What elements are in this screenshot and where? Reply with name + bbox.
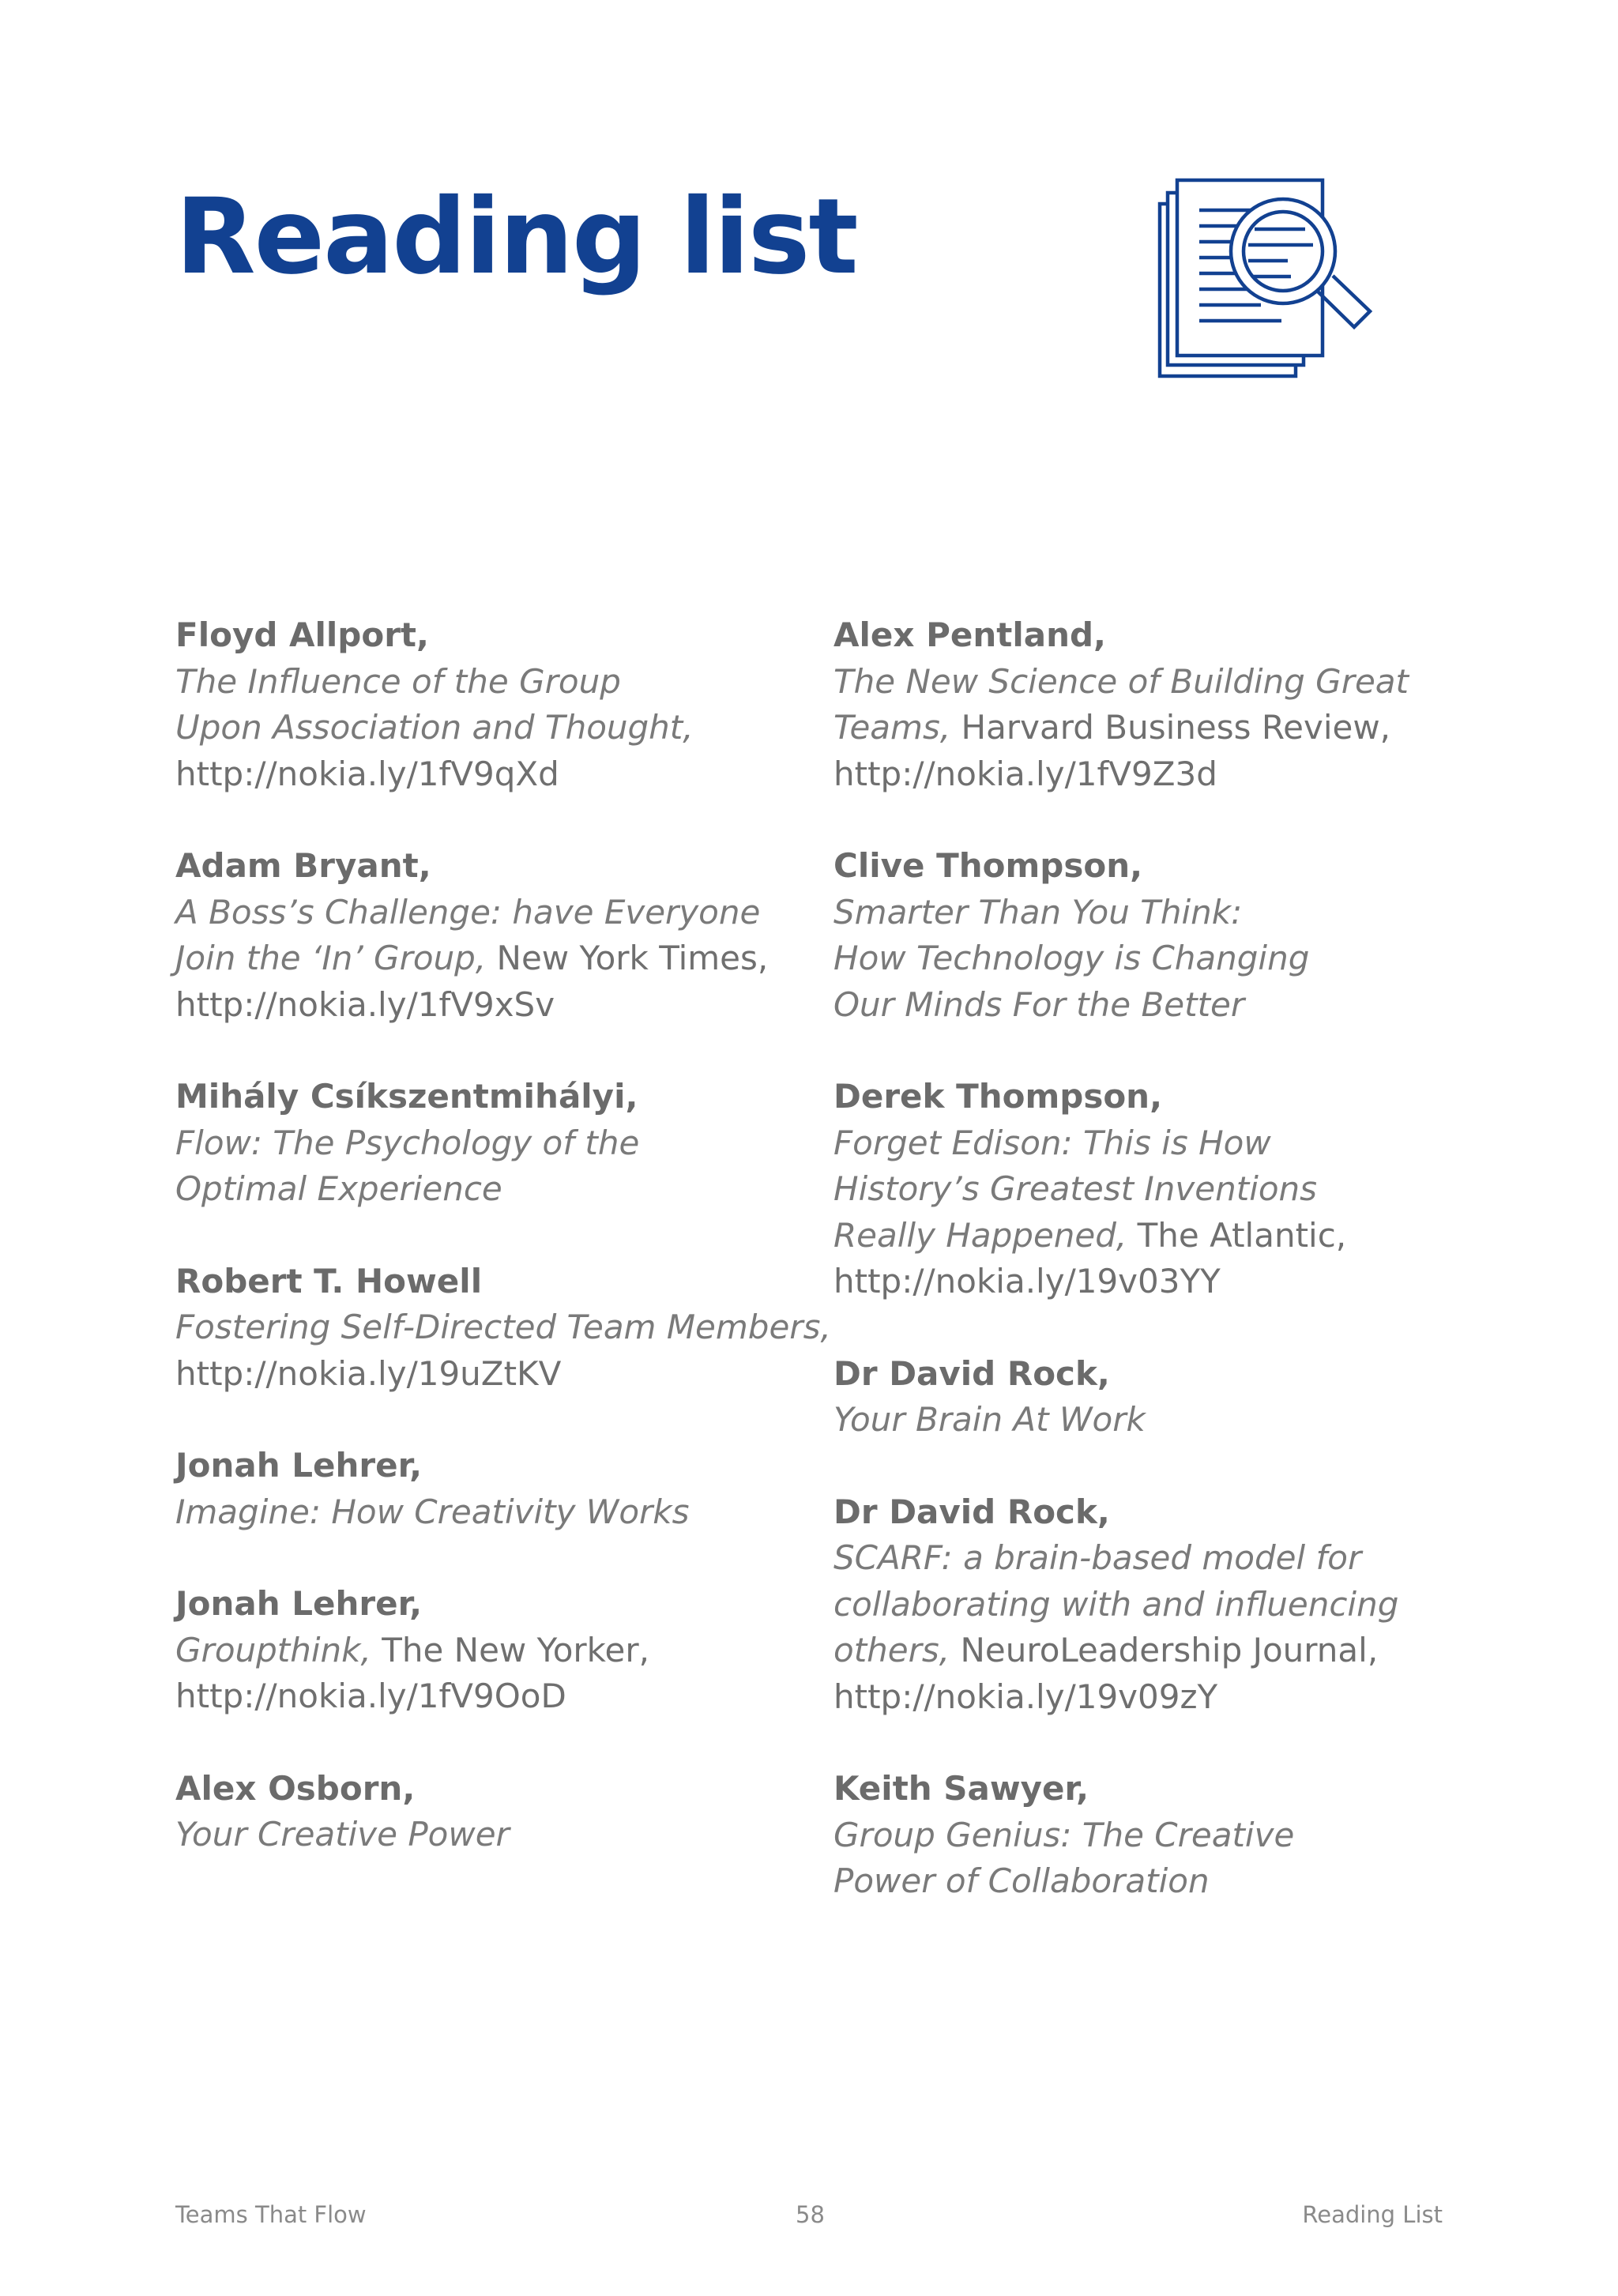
reference-author: Alex Pentland, bbox=[833, 615, 1107, 654]
document-search-icon bbox=[1155, 172, 1390, 379]
reference-entry bbox=[833, 612, 1481, 797]
reference-title-line: Optimal Experience bbox=[175, 1169, 502, 1208]
reference-link[interactable]: http://nokia.ly/19v09zY bbox=[833, 1677, 1218, 1716]
reference-title-line: History’s Greatest Inventions bbox=[833, 1169, 1318, 1208]
reference-entry bbox=[175, 1074, 823, 1213]
reference-link[interactable]: http://nokia.ly/1fV9xSv bbox=[175, 984, 555, 1024]
reference-link[interactable]: http://nokia.ly/1fV9OoD bbox=[175, 1677, 566, 1715]
reference-title-line: Imagine: How Creativity Works bbox=[175, 1492, 690, 1531]
reference-author: Keith Sawyer, bbox=[833, 1769, 1089, 1808]
reference-entry bbox=[175, 1259, 831, 1398]
reference-entry bbox=[175, 1581, 823, 1720]
reference-entry bbox=[833, 1074, 1481, 1305]
reference-title-line: Upon Association and Thought, bbox=[175, 708, 694, 747]
reference-entry bbox=[833, 1351, 1481, 1443]
reference-publication: Harvard Business Review, bbox=[950, 708, 1391, 747]
reference-entry bbox=[833, 1766, 1481, 1905]
reference-author: Derek Thompson, bbox=[833, 1077, 1163, 1116]
reference-title-line: How Technology is Changing bbox=[833, 939, 1310, 977]
reference-author: Jonah Lehrer, bbox=[175, 1446, 423, 1485]
footer-section: Reading List bbox=[1302, 2201, 1443, 2228]
reference-title-publication-line bbox=[175, 935, 823, 982]
reference-title-line: Our Minds For the Better bbox=[833, 984, 1245, 1024]
reference-title-line: The Influence of the Group bbox=[175, 661, 621, 701]
reference-author: Robert T. Howell bbox=[175, 1261, 483, 1300]
reference-title-line: Your Brain At Work bbox=[833, 1400, 1146, 1439]
page-number: 58 bbox=[796, 2201, 825, 2228]
reference-author: Dr David Rock, bbox=[833, 1353, 1110, 1393]
reference-title-line: collaborating with and influencing bbox=[833, 1584, 1399, 1624]
reference-publication: NeuroLeadership Journal, bbox=[950, 1631, 1379, 1669]
reference-entry bbox=[175, 612, 823, 797]
reference-title-line: others, bbox=[833, 1631, 950, 1669]
reference-title-line: Flow: The Psychology of the bbox=[175, 1123, 640, 1162]
footer-title: Teams That Flow bbox=[175, 2201, 367, 2228]
reference-entry bbox=[175, 843, 823, 1028]
left-column bbox=[175, 612, 831, 1904]
reference-link[interactable]: http://nokia.ly/1fV9qXd bbox=[175, 754, 559, 793]
reference-entry bbox=[175, 1443, 823, 1535]
reference-author: Jonah Lehrer, bbox=[175, 1584, 423, 1623]
reference-link[interactable]: http://nokia.ly/19v03YY bbox=[833, 1262, 1221, 1300]
reference-title-line: Teams, bbox=[833, 708, 951, 747]
reference-title-line: Forget Edison: This is How bbox=[833, 1123, 1271, 1162]
reference-title-line: The New Science of Building Great bbox=[833, 661, 1409, 701]
reference-author: Alex Osborn, bbox=[175, 1768, 416, 1808]
reference-title-publication-line bbox=[833, 705, 1481, 751]
reference-title-line: Smarter Than You Think: bbox=[833, 892, 1243, 932]
reference-publication: The New Yorker, bbox=[371, 1630, 649, 1669]
page-title: Reading list bbox=[175, 176, 857, 298]
reference-author: Floyd Allport, bbox=[175, 615, 429, 654]
reference-author: Clive Thompson, bbox=[833, 846, 1143, 885]
reference-author: Mihály Csíkszentmihályi, bbox=[175, 1077, 638, 1116]
reference-title-publication-line bbox=[175, 1628, 823, 1674]
reference-entry bbox=[833, 1489, 1481, 1721]
reference-link[interactable]: http://nokia.ly/19uZtKV bbox=[175, 1353, 562, 1393]
reference-author: Adam Bryant, bbox=[175, 846, 431, 885]
reference-title-line: Your Creative Power bbox=[175, 1815, 510, 1854]
reference-author: Dr David Rock, bbox=[833, 1492, 1110, 1531]
reference-link[interactable]: http://nokia.ly/1fV9Z3d bbox=[833, 754, 1217, 793]
reference-entry bbox=[175, 1766, 823, 1858]
reference-title-line: Really Happened, bbox=[833, 1215, 1127, 1255]
reference-title-line: A Boss’s Challenge: have Everyone bbox=[175, 892, 761, 932]
reference-title-publication-line bbox=[833, 1628, 1481, 1674]
reference-publication: New York Times, bbox=[486, 939, 769, 977]
right-column bbox=[833, 612, 1481, 1951]
reference-title-line: Fostering Self-Directed Team Members, bbox=[175, 1308, 831, 1346]
reference-title-line: Power of Collaboration bbox=[833, 1861, 1210, 1900]
reference-entry bbox=[833, 843, 1481, 1028]
reference-title-line: Group Genius: The Creative bbox=[833, 1815, 1295, 1854]
reference-title-publication-line bbox=[833, 1213, 1481, 1259]
reference-title-line: Join the ‘In’ Group, bbox=[175, 939, 487, 977]
reference-publication: The Atlantic, bbox=[1127, 1215, 1347, 1255]
reference-title-line: SCARF: a brain-based model for bbox=[833, 1538, 1362, 1577]
reference-title-line: Groupthink, bbox=[175, 1630, 371, 1669]
